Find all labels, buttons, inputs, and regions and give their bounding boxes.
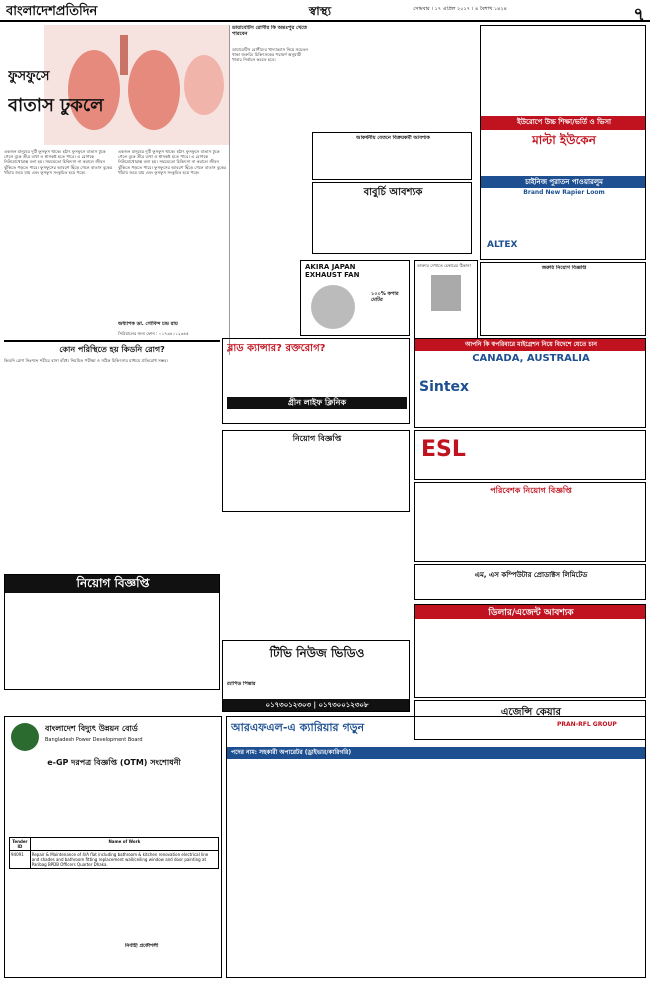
tv-news-ad xyxy=(222,640,410,712)
bpdb-notice-title: e-GP দরপত্র বিজ্ঞপ্তি (OTM) সংশোধনী xyxy=(47,758,181,767)
career-title: আরএফএল-এ ক্যারিয়ার গড়ুন xyxy=(231,721,365,734)
masthead xyxy=(0,0,650,22)
akira-title: AKIRA JAPAN EXHAUST FAN xyxy=(305,263,360,279)
cook-title: বাবুর্চি আবশ্যক xyxy=(363,187,423,198)
distributor-ad xyxy=(414,482,646,562)
lead-article xyxy=(4,25,230,355)
tender-id-header: Tender ID xyxy=(10,838,31,851)
work-name-header: Name of Work xyxy=(30,838,218,851)
bpdb-logo xyxy=(11,723,39,751)
canada-title: CANADA, AUSTRALIA xyxy=(472,353,590,364)
hiring-notice xyxy=(480,262,646,336)
ms-group-ad xyxy=(414,564,646,600)
fan-icon xyxy=(311,285,355,329)
nutrition-ad xyxy=(312,132,472,180)
recruitment-notice xyxy=(4,574,220,690)
lead-byline: অধ্যাপক ডা. গোবিন্দ চন্দ্র রায় xyxy=(118,321,178,327)
distributor-title: পরিবেশক নিয়োগ বিজ্ঞপ্তি xyxy=(490,486,572,495)
sintex-logo: Sintex xyxy=(419,379,470,395)
job-notice-middle xyxy=(222,430,410,512)
clinic-name: গ্রীন লাইফ ক্লিনিক xyxy=(227,397,407,409)
issue-date: সোমবার । ১৭ এপ্রিল ২০১৭ । ৪ বৈশাখ ১৪২৪ xyxy=(413,6,507,12)
lead-body-col2: একজন মানুষের দুটি ফুসফুস থাকে। হঠাৎ ফুসফুসে বাতাস ঢুকে গেলে বুকে তীব্র ব্যথা ও শ্বাসকষ্ট হতে পারে। এ রোগকে নিউমোথোরাক্স বলা হয়। সময়মতো চিকিৎসা না করালে জীবন ঝুঁকিতে পড়তে পারে। ফুসফুসের আবরণ ছিঁড়ে গেলে বাতাস বুকের খাঁচায় জমে যায় এবং ফুসফুস সংকুচিত হয়ে পড়ে। xyxy=(118,149,228,175)
doctor-ad xyxy=(414,260,478,340)
lead-title-2: বাতাস ঢুকলে xyxy=(8,95,104,115)
bpdb-title: বাংলাদেশ বিদ্যুৎ উন্নয়ন বোর্ড xyxy=(45,724,138,733)
tv-phone: ০১৭৩০১২৩০৩ | ০১৭৩০০১২৩০৮ xyxy=(223,699,410,711)
kidney-title: কোন পরিস্থিতে হয় কিডনি রোগ? xyxy=(59,345,165,354)
diabetes-article xyxy=(232,25,310,250)
recruitment-title: নিয়োগ বিজ্ঞপ্তি xyxy=(5,575,220,593)
kidney-body: কিডনি রোগ নিঃশব্দে শরীরে বাসা বাঁধে। নিয়মিত পরীক্ষা ও সঠিক চিকিৎসার মাধ্যমে প্রতিরোধ সম্ভব। xyxy=(4,358,168,363)
career-subtitle: পদের নাম: সহকারী অপারেটর (ড্রাইভার/কারিগরি) xyxy=(227,747,646,759)
malta-title: মাল্টা ইউকেন xyxy=(532,133,596,147)
kidney-article xyxy=(4,340,220,570)
akira-ad xyxy=(300,260,410,336)
akira-price: ১০০% কপার মোটর xyxy=(371,291,399,303)
visa-header: ইউরোপে উচ্চ শিক্ষা/ভর্তি ও ভিসা xyxy=(481,116,646,130)
blood-cancer-title: ব্লাড ক্যান্সার? রক্তরোগ? xyxy=(227,343,326,354)
chinese-title: চাইনিজ পুরাতন পাওয়ারলুম xyxy=(481,176,646,188)
tender-id-cell: 94091 xyxy=(10,851,31,869)
hiring-title: জরুরি নিয়োগ বিজ্ঞপ্তি xyxy=(541,265,587,271)
nutrition-title: আকর্ষনীয় বেতনে বিক্রয়কর্মী আবশ্যক xyxy=(356,135,430,141)
lead-contact: সিরিয়ালের জন্য ফোন : ০১৭৩৪০১২৩৪৫ xyxy=(118,331,189,336)
career-ad xyxy=(226,716,646,978)
page-number: ৭ xyxy=(633,4,645,22)
doctor-title: ডাক্তার দেখাতে চেম্বারের ঠিকানা xyxy=(417,263,471,268)
dealer-title: ডিলার/এজেন্ট আবশ্যক xyxy=(415,605,646,619)
migration-ad xyxy=(414,338,646,428)
bpdb-notice xyxy=(4,716,222,978)
tv-news-title: টিভি নিউজ ভিডিও xyxy=(269,646,365,660)
doctor-photo xyxy=(431,275,461,311)
visa-ad xyxy=(480,25,646,260)
section-title: স্বাস্থ্য xyxy=(308,4,332,18)
work-name-cell: Repair & Maintenance of 4/A flat including bathroom & kitchen renovation electrical line and shades and bathroom fitting replacement wall/ceiling window and door painting at Paribag BPDB Officers Quarter Dhaka. xyxy=(30,851,218,869)
diabetes-title: ডায়াবেটিস রোগীর কি অন্তঃপুর খেতে পারবেন xyxy=(232,25,308,37)
bpdb-signer: নির্বাহী প্রকৌশলী xyxy=(125,943,159,949)
paper-logo: বাংলাদেশপ্রতিদিন xyxy=(6,4,98,19)
agency-title: এজেন্সি কেয়ার xyxy=(500,707,562,718)
migration-title: আপনি কি স্বপরিবারে মাইগ্রেশন নিয়ে বিদেশে যেতে চান xyxy=(415,339,646,351)
esl-ad xyxy=(414,430,646,480)
pran-logo: PRAN-RFL GROUP xyxy=(557,721,617,728)
bpdb-table xyxy=(9,837,219,927)
rapid-title: র‍্যাপিড পিস্তার xyxy=(227,681,256,687)
lead-title-1: ফুসফুসে xyxy=(8,69,50,84)
diabetes-body: ডায়াবেটিস রোগীদের খাদ্যাভ্যাস নিয়ে সচেতন থাকা জরুরি। চিকিৎসকের পরামর্শ অনুযায়ী খাবার নির্বাচন করতে হবে। xyxy=(232,47,310,63)
lead-body: একজন মানুষের দুটি ফুসফুস থাকে। হঠাৎ ফুসফুসে বাতাস ঢুকে গেলে বুকে তীব্র ব্যথা ও শ্বাসকষ্ট হতে পারে। এ রোগকে নিউমোথোরাক্স বলা হয়। সময়মতো চিকিৎসা না করালে জীবন ঝুঁকিতে পড়তে পারে। ফুসফুসের আবরণ ছিঁড়ে গেলে বাতাস বুকের খাঁচায় জমে যায় এবং ফুসফুস সংকুচিত হয়ে পড়ে। xyxy=(4,149,114,175)
ms-group-title: এম, এস কম্পিউটার প্রোডাক্টস লিমিটেড xyxy=(474,571,588,579)
esl-logo: ESL xyxy=(421,437,466,462)
blood-cancer-ad xyxy=(222,338,410,424)
job-notice-middle-title: নিয়োগ বিজ্ঞপ্তি xyxy=(292,434,342,443)
altex-logo: ALTEX xyxy=(487,240,518,250)
dealer-ad xyxy=(414,604,646,698)
brand-title: Brand New Rapier Loom xyxy=(523,189,605,196)
lung-illustration xyxy=(44,25,230,145)
bpdb-subtitle: Bangladesh Power Development Board xyxy=(45,737,143,743)
cook-ad xyxy=(312,182,472,254)
